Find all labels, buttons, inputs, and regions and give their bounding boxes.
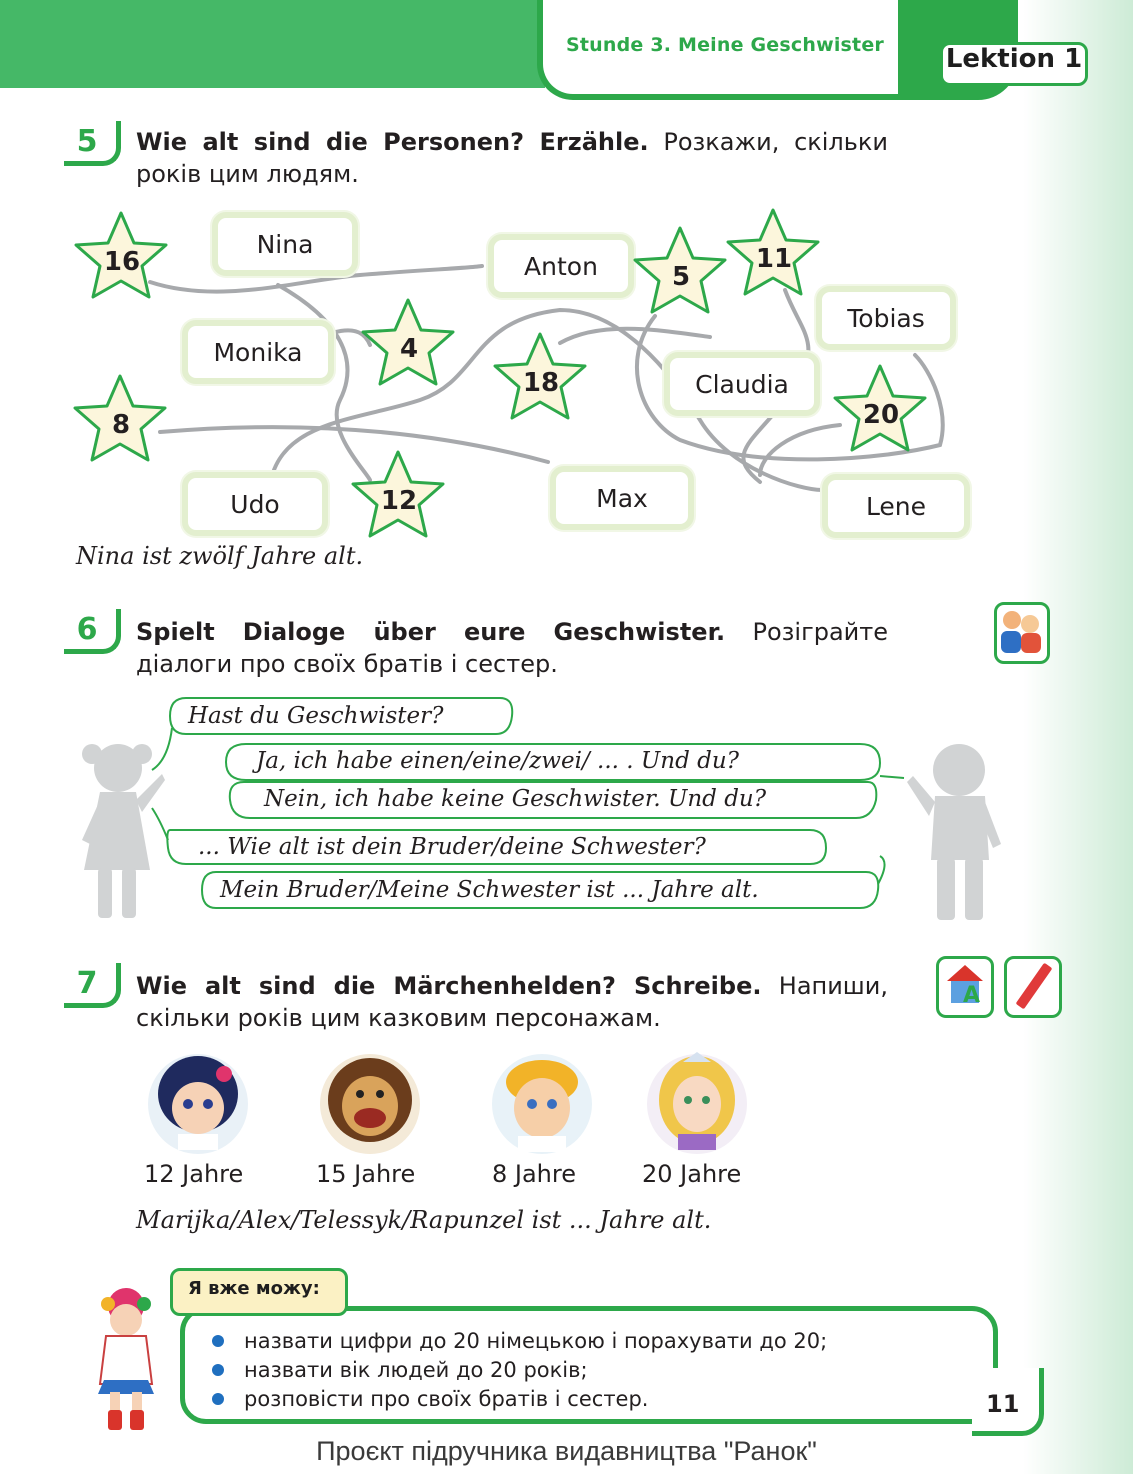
alphabet-house-icon: A bbox=[936, 956, 994, 1018]
girl-illustration bbox=[76, 1284, 176, 1434]
star-number: 20 bbox=[862, 400, 900, 430]
lesson-title: Stunde 3. Meine Geschwister bbox=[566, 34, 884, 56]
can-do-list bbox=[212, 1326, 827, 1413]
marijka-avatar bbox=[148, 1054, 248, 1154]
star-number: 5 bbox=[671, 262, 691, 292]
star-number: 16 bbox=[103, 247, 141, 277]
name-card: Tobias bbox=[816, 286, 956, 350]
name-card: Lene bbox=[822, 474, 970, 538]
age-label: 20 Jahre bbox=[642, 1160, 742, 1188]
can-do-title: Я вже можу: bbox=[188, 1278, 320, 1299]
name-card: Max bbox=[550, 466, 694, 530]
bullet-icon bbox=[212, 1393, 224, 1405]
rapunzel-avatar bbox=[647, 1052, 747, 1154]
instruction-ua: Розіграйте діалоги про своїх братів і сестер. bbox=[136, 618, 888, 678]
star-number: 18 bbox=[522, 368, 560, 398]
age-label: 8 Jahre bbox=[492, 1160, 576, 1188]
age-label: 15 Jahre bbox=[316, 1160, 416, 1188]
task-number: 5 bbox=[62, 120, 112, 162]
bullet-icon bbox=[212, 1335, 224, 1347]
instruction-de: Wie alt sind die Personen? Erzähle. bbox=[136, 128, 649, 156]
list-item bbox=[212, 1384, 827, 1413]
star-number: 11 bbox=[755, 244, 793, 274]
list-item bbox=[212, 1326, 827, 1355]
instruction-de: Wie alt sind die Märchenhelden? Schreibe. bbox=[136, 972, 762, 1000]
alex-lion-avatar bbox=[320, 1054, 420, 1154]
dialogue-line: Hast du Geschwister? bbox=[188, 703, 444, 729]
task-example: Nina ist zwölf Jahre alt. bbox=[76, 542, 364, 570]
list-item-text: назвати вік людей до 20 років; bbox=[244, 1357, 588, 1382]
name-card: Anton bbox=[488, 234, 634, 298]
task-example: Marijka/Alex/Telessyk/Rapunzel ist ... Jahre alt. bbox=[136, 1206, 712, 1234]
instruction-ua: Напиши, скільки років цим казковим персонажам. bbox=[136, 972, 888, 1032]
age-label: 12 Jahre bbox=[144, 1160, 244, 1188]
star-number: 4 bbox=[399, 334, 419, 364]
task-number: 7 bbox=[62, 962, 112, 1004]
footer-credit: Проєкт підручника видавництва "Ранок" bbox=[316, 1436, 817, 1466]
instruction-ua: Розкажи, скільки років цим людям. bbox=[136, 128, 889, 188]
instruction-de: Spielt Dialoge über eure Geschwister. bbox=[136, 618, 726, 646]
task-number: 6 bbox=[62, 608, 112, 650]
list-item-text: назвати цифри до 20 німецькою і порахувати до 20; bbox=[244, 1328, 828, 1353]
telessyk-avatar bbox=[492, 1054, 592, 1154]
list-item bbox=[212, 1355, 827, 1384]
list-item-text: розповісти про своїх братів і сестер. bbox=[244, 1386, 649, 1411]
dialogue-line: Ja, ich habe einen/eine/zwei/ ... . Und du? bbox=[256, 748, 739, 774]
dialogue-line: Nein, ich habe keine Geschwister. Und du? bbox=[264, 786, 767, 812]
unit-title: Lektion 1 bbox=[945, 44, 1083, 74]
dialogue-line: Mein Bruder/Meine Schwester ist ... Jahre alt. bbox=[220, 877, 759, 903]
dialogue-line: ... Wie alt ist dein Bruder/deine Schwester? bbox=[198, 834, 706, 860]
bullet-icon bbox=[212, 1364, 224, 1376]
name-card: Nina bbox=[212, 212, 358, 276]
star-number: 8 bbox=[111, 410, 131, 440]
name-card: Claudia bbox=[664, 352, 820, 416]
star-number: 12 bbox=[380, 486, 418, 516]
name-card: Monika bbox=[182, 320, 334, 384]
page-number: 11 bbox=[986, 1390, 1020, 1418]
name-card: Udo bbox=[182, 472, 328, 536]
